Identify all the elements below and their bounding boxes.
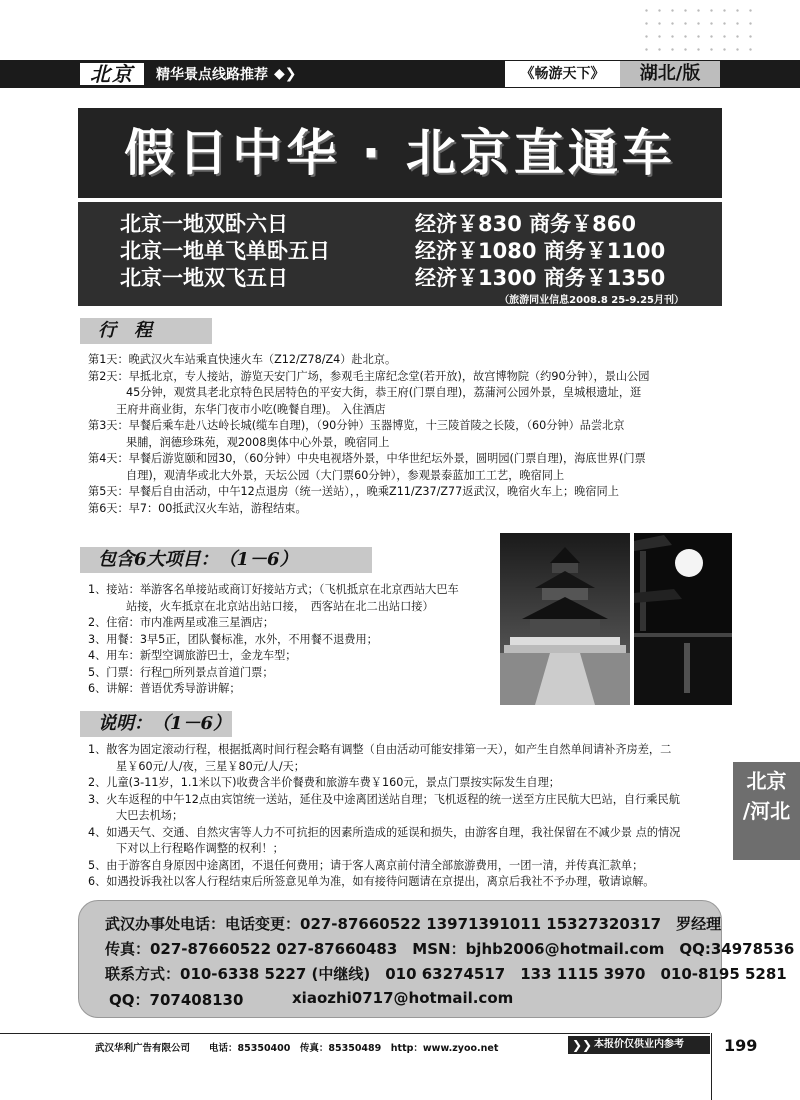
section-label-includes: 包含6大项目：（1－6） (80, 547, 372, 573)
text-line: 第3天：早餐后乘车赴八达岭长城(缆车自理)，（90分钟）玉器博览，十三陵首陵之长陵，（60分钟）品尝北京 (88, 419, 625, 432)
text-line: 星￥60元/人/夜，三星￥80元/人/天； (116, 759, 305, 773)
text-line: 第5天：早餐后自由活动，中午12点退房（统一送站），，晚乘Z11/Z37/Z77返武汉，晚宿火车上；晚宿同上 (88, 485, 619, 498)
text-line: 第1天：晚武汉火车站乘直快速火车（Z12/Z78/Z4）赴北京。 (88, 353, 397, 366)
price-row (120, 208, 636, 236)
text-line: 4、用车：新型空调旅游巴士，金龙车型； (88, 649, 297, 662)
text-line: 第6天：早7：00抵武汉火车站，游程结束。 (88, 501, 307, 515)
section-label-itinerary: 行 程 (80, 318, 212, 344)
decorative-dots (640, 4, 760, 54)
chevron-right-icon: ❯❯ (572, 1038, 593, 1052)
text-line: 下对以上行程略作调整的权利！； (116, 842, 284, 855)
contact-qq: QQ：707408130 (109, 991, 244, 1009)
text-line: 王府井商业街，东华门夜市小吃(晚餐自理)。 入住酒店 (116, 402, 386, 416)
text-line: 第4天：早餐后游览颐和园30，（60分钟）中央电视塔外景，中华世纪坛外景，圆明园(门票自理)，海底世界(门票 (88, 452, 646, 465)
temple-of-heaven-photo (500, 533, 630, 705)
diamond-icon: ◆❯ (274, 66, 297, 82)
text-line: 果脯，润德珍珠苑，观2008奥体中心外景，晚宿同上 (126, 435, 390, 449)
route-price: 经济￥1080 商务￥1100 (415, 239, 666, 263)
fax-msn-qq: 传真：027-87660522 027-87660483 MSN：bjhb2006@hotmail.com QQ:34978536 (105, 940, 795, 958)
text-line: 6、讲解：普语优秀导游讲解； (88, 682, 241, 695)
route-price: 经济￥1300 商务￥1350 (415, 266, 666, 290)
text-line: 4、如遇天气、交通、自然灾害等人力不可抗拒的因素所造成的延误和损失，由游客自理，我社保留在不减少景 点的情况 (88, 825, 681, 839)
price-row (120, 235, 666, 263)
itinerary-text (88, 352, 720, 517)
text-line: 5、由于游客自身原因中途离团，不退任何费用；请于客人离京前付清全部旅游费用，一团一清，并传真汇款单； (88, 858, 644, 872)
route-price: 经济￥830 商务￥860 (415, 212, 636, 236)
region-tab (733, 762, 800, 860)
section-label-notes: 说明：（1－6） (80, 711, 232, 737)
notes-text (88, 742, 728, 891)
footer-divider (0, 1033, 710, 1034)
price-note: （旅游同业信息2008.8 25-9.25月刊） (499, 295, 684, 306)
text-line: 45分钟，观赏具老北京特色民居特色的平安大街，恭王府(门票自理)，荔蒲河公园外景，皇城根遗址，逛 (126, 386, 642, 399)
route-name: 北京一地双卧六日 (120, 212, 288, 236)
page-number: 199 (724, 1036, 758, 1055)
text-line: 5、门票：行程□所列景点首道门票； (88, 665, 274, 679)
header-left (80, 62, 297, 86)
contact-email[interactable]: xiaozhi0717@hotmail.com (292, 989, 514, 1007)
text-line: 自理)，观清华或北大外景，天坛公园（大门票60分钟），参观景泰蓝加工工艺，晚宿同上 (126, 468, 565, 482)
text-line: 站接，火车抵京在北京站出站口接， 西客站在北二出站口接） (126, 599, 434, 613)
price-box (78, 202, 722, 306)
edition-label: 湖北/版 (620, 61, 720, 87)
contact-box (78, 900, 795, 1018)
region-tab-line1: 北京 (746, 769, 787, 793)
route-name: 北京一地双飞五日 (120, 266, 288, 290)
region-tab-line2: /河北 (742, 799, 791, 823)
text-line: 6、如遇投诉我社以客人行程结束后所签意见单为准，如有接待问题请在京提出，离京后我社不予办理，敬请谅解。 (88, 875, 655, 888)
contact-phones: 联系方式：010-6338 5227 (中继线) 010 63274517 133 1115 3970 010-8195 5281 (105, 965, 787, 983)
text-line: 3、用餐：3早5正，团队餐标准，水外，不用餐不退费用； (88, 632, 378, 646)
text-line: 2、儿童(3-11岁，1.1米以下)收费含半价餐费和旅游车费￥160元，景点门票按实际发生自理； (88, 776, 560, 789)
includes-text (88, 582, 498, 698)
pavilion-night-photo (634, 533, 732, 705)
footer-company: 武汉华利广告有限公司 电话：85350400 传真：85350489 http：www.zyoo.net (95, 1043, 499, 1054)
header-brand: 北京 (80, 63, 144, 85)
text-line: 3、火车返程的中午12点由宾馆统一送站，延住及中途离团送站自理；飞机返程的统一送至方庄民航大巴站，自行乘民航 (88, 792, 680, 806)
office-phones: 武汉办事处电话：电话变更：027-87660522 13971391011 15327320317 罗经理 (105, 915, 722, 933)
page-title: 假日中华 · 北京直通车 (78, 108, 722, 198)
footer-disclaimer: 本报价仅供业内参考 (568, 1036, 710, 1054)
text-line: 第2天：早抵北京，专人接站，游览天安门广场，参观毛主席纪念堂(若开放)，故宫博物院（约90分钟），景山公园 (88, 369, 650, 383)
text-line: 1、接站：举游客名单接站或商订好接站方式；（飞机抵京在北京西站大巴车 (88, 583, 459, 596)
text-line: 2、住宿：市内准两星或准三星酒店； (88, 616, 275, 629)
price-row (120, 262, 666, 290)
text-line: 1、散客为固定滚动行程，根据抵离时间行程会略有调整（自由活动可能安排第一天），如产生自然单间请补齐房差，二 (88, 743, 672, 756)
text-line: 大巴去机场； (116, 809, 184, 822)
footer-vertical-rule (711, 1033, 712, 1100)
magazine-name: 《畅游天下》 (505, 61, 620, 87)
header-slogan: 精华景点线路推荐 (156, 67, 268, 83)
route-name: 北京一地单飞单卧五日 (120, 239, 330, 263)
